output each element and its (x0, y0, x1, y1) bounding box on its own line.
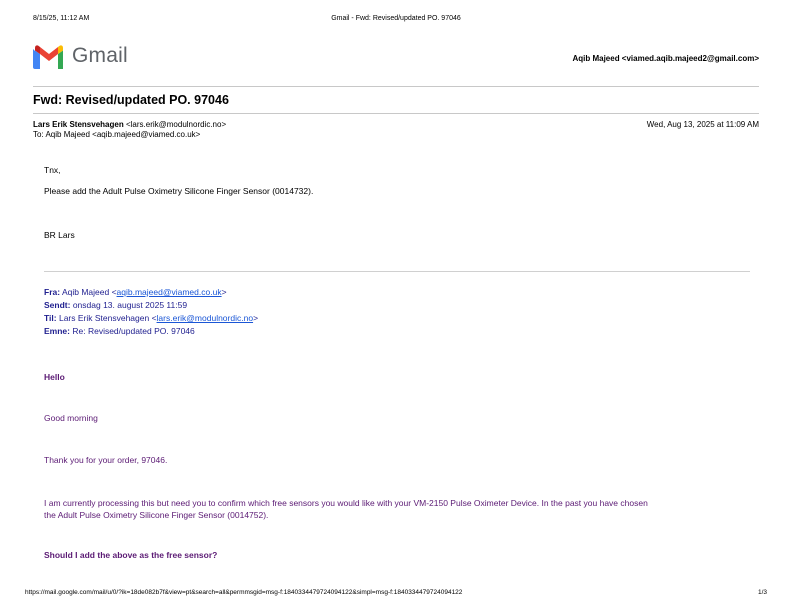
sender-email: <lars.erik@modulnordic.no> (125, 120, 227, 129)
subject-divider (33, 113, 759, 114)
quoted-paragraph-line-1: I am currently processing this but need you to confirm which free sensors you would like with your VM-2150 Pulse Oximeter Device. In the past you have chosen (44, 498, 648, 508)
body-line-signoff: BR Lars (44, 230, 75, 240)
print-title: Gmail - Fwd: Revised/updated PO. 97046 (331, 15, 461, 22)
quoted-from-end: > (221, 287, 227, 297)
quoted-subject-line (44, 326, 195, 336)
quoted-question: Should I add the above as the free sensor? (44, 550, 218, 560)
print-page-number: 1/3 (757, 589, 767, 596)
sender-name: Lars Erik Stensvehagen (33, 120, 124, 129)
quoted-sent-value: onsdag 13. august 2025 11:59 (72, 300, 188, 310)
quoted-to-label: Til: (44, 313, 57, 323)
quoted-thanks: Thank you for your order, 97046. (44, 455, 168, 465)
quoted-sent-label: Sendt: (44, 300, 71, 310)
quoted-paragraph-line-2: the Adult Pulse Oximetry Silicone Finger Sensor (0014752). (44, 510, 269, 520)
gmail-wordmark: Gmail (72, 44, 128, 67)
quoted-subject-label: Emne: (44, 326, 70, 336)
gmail-logo-icon (33, 45, 65, 69)
header-divider (33, 86, 759, 87)
quoted-from-line (44, 287, 227, 297)
quoted-subject-value: Re: Revised/updated PO. 97046 (72, 326, 195, 336)
body-line-thanks: Tnx, (44, 165, 61, 175)
quoted-hello: Hello (44, 372, 65, 382)
quoted-sent-line (44, 300, 187, 310)
email-subject: Fwd: Revised/updated PO. 97046 (33, 93, 229, 107)
recipient-line: To: Aqib Majeed <aqib.majeed@viamed.co.uk> (33, 130, 201, 139)
email-date: Wed, Aug 13, 2025 at 11:09 AM (646, 120, 759, 129)
quoted-to-end: > (253, 313, 259, 323)
sender-line (33, 120, 226, 129)
account-identity: Aqib Majeed <viamed.aqib.majeed2@gmail.com> (572, 54, 759, 63)
print-url: https://mail.google.com/mail/u/0/?ik=18de082b7f&view=pt&search=all&permmsgid=msg-f:1840334479724094122&simpl=msg-f:1840334479724094122 (25, 589, 463, 596)
quoted-good-morning: Good morning (44, 413, 98, 423)
quote-divider (44, 271, 750, 272)
quoted-to-email-link[interactable]: lars.erik@modulnordic.no (156, 313, 254, 323)
quoted-from-name: Aqib Majeed < (61, 287, 117, 297)
quoted-from-label: Fra: (44, 287, 61, 297)
quoted-to-line (44, 313, 258, 323)
body-line-request: Please add the Adult Pulse Oximetry Silicone Finger Sensor (0014732). (44, 186, 314, 196)
print-datetime: 8/15/25, 11:12 AM (33, 15, 90, 22)
quoted-to-name: Lars Erik Stensvehagen < (58, 313, 157, 323)
quoted-from-email-link[interactable]: aqib.majeed@viamed.co.uk (116, 287, 222, 297)
